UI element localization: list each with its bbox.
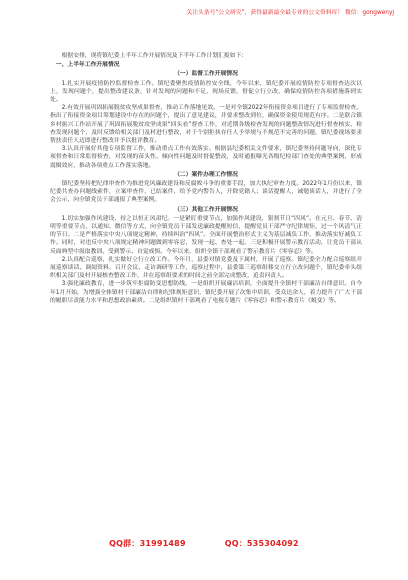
- footer-qq: QQ：535304092: [224, 539, 299, 548]
- section-heading: 一、上半年工作开展情况: [55, 62, 120, 69]
- paragraph-case-handling: 镇纪委坚持把纪律审查作为推进党风廉政建设和反腐败斗争的重要手段，加大执纪审查力度。2022年1月份以来，镇纪委共查办问题线索件，立案审查件，已结案件，给予党内警告人，开除党籍人；谈话提醒人，诫勉谈话人，并进行了全会公示，向全镇党员干部通报了典型案例。: [50, 181, 362, 204]
- subsection-heading-cases: （二）案件办理工作情况: [174, 171, 238, 178]
- paragraph-inspection: 2.认真配合巡察，扎实做好立行立改工作。今年月，县委对镇党委及下属村，开展了巡察。镇纪委全力配合巡察组开展巡察谈话、调阅资料、召开会议、走访调研等工作，巡察过程中，县委第三巡察组移交立行立改问题个，镇纪委牵头组织相关部门及村开展核查整改工作，并在巡察组要求的时间之前全部完成整改，追责问责人。: [50, 256, 362, 280]
- paragraph-integrity-education: 3.强化廉政教育，进一步筑牢拒腐防变思想防线。一是组织开展廉洁培训，全面提升全镇村干部廉洁自律意识。自今年1月开始，为增强全体镇村干部廉洁自律和纪律规矩意识，镇纪委开展了次集中培训，受众达余人，着力提升了广大干部的履职尽责能力水平和思想政治素质。二是组织镇村干部观看了电视专题片《零容忍》和警示教育片《蜕变》等。: [50, 281, 362, 304]
- footer-qq-group: QQ群：31991489: [109, 539, 186, 548]
- subsection-heading-other: （三）其他工作开展情况: [174, 206, 238, 213]
- paragraph-epidemic-supervision: 1.扎实开展疫情防控监督检查工作。镇纪委聚焦疫情防控安全线，今年以来，镇纪委开展疫情防控专项督查达次以上，发现问题个，提出整改建议条，针对发现的问题和不足，现场反馈，督促立行立改，确保疫情防控各项措施落到实处。: [50, 80, 362, 104]
- paragraph-poverty-supervision: 2.有效开展巩固拓展脱贫攻坚成果督查，推动工作落地见效。一是对全镇2022年衔接资金项目进行了专项监督检查，指出了衔接资金项目筹划建设中存在的问题个，提出了意见建议，并要求整改到位，确保资金使用规范有序。二是联合镇乡村振兴工作站开展了巩固拓展脱贫攻坚成果“回头看”督查工作，对近期各级检查发现的问题整改情况进行督查核实，检查发现问题个，及时反馈给相关部门及村进行整改，对于个别拒执存任人予举规与不规范不完善的问题，镇纪委视场要求帮扶责任人迈即进行整改并予以批评教育。: [50, 105, 362, 145]
- intro-paragraph: 根据安排，现将镇纪委上半年工作开展情况及下半年工作计划汇报如下：: [61, 53, 248, 59]
- document-body: [50, 52, 362, 305]
- subsection-heading-supervision: （一）监督工作开展情况: [174, 71, 238, 78]
- watermark-line: 关注头条号“公文研究”，获得最新最全最专业的公文资料库！ 微信：gongwenyj: [186, 10, 394, 16]
- paragraph-special-supervision: 3.认真开展好其他专项监督工作，推动重点工作有效落实。根据县纪委相关文件要求，镇纪委坚持问题导向，深化专项督查和日常监督检查，对发现的苗头性、倾向性问题及时督促整改，及时通报曝光各级纪检部门查处的典型案例，形成震慑效应，推动各项重点工作落实落地。: [50, 146, 362, 169]
- header-watermark: [154, 10, 394, 17]
- footer-contact: [0, 538, 408, 549]
- paragraph-work-style: 1.切实加强作风建设，持之以恒正风肃纪。一是紧盯重要节点，加强作风建设，狠刹节日“四风”。在元旦、春节、清明等重要节点，以通知、微信等方式，向全镇党员干部发送廉政提醒短信，提醒党员干部严守纪律规矩，过一个风清气正的节日。二是严格落实中央八项规定精神，持续纠治“四风”。全面开展整治形式主义为基层减负工作，推动落实好减负工作。同时，对违反中央八项规定精神问题做到零容忍，发现一起、查处一起。三是积极开展警示教育活动，让党员干部从反面典型中汲取教训、受到警示、自觉戒惧。今年以来，组织全镇干部观看了警示教育片《零容忍》等。: [50, 215, 362, 255]
